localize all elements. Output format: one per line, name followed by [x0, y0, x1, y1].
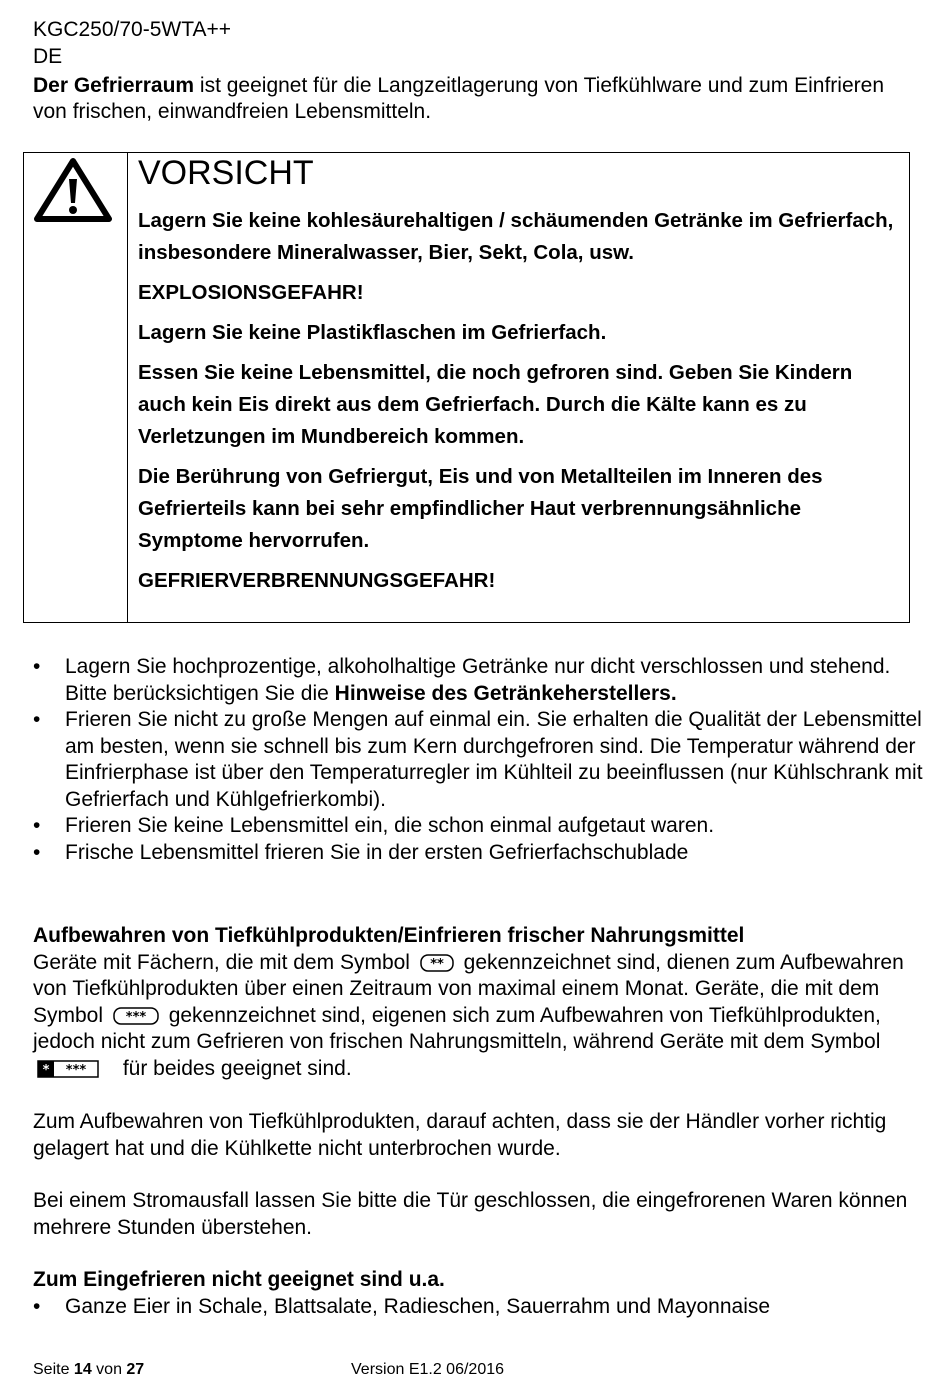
warning-paragraph: Die Berührung von Gefriergut, Eis und von Metallteilen im Inneren des Gefrierteils kann bei sehr empfindlicher Haut verbrennungsähnliche Symptome hervorrufen. [138, 465, 823, 552]
section-heading: Aufbewahren von Tiefkühlprodukten/Einfrieren frischer Nahrungsmittel [33, 924, 745, 947]
list-item-text: Ganze Eier in Schale, Blattsalate, Radieschen, Sauerrahm und Mayonnaise [65, 1294, 771, 1318]
bullet-dot: • [33, 814, 41, 837]
warning-paragraph: Lagern Sie keine kohlesäurehaltigen / schäumenden Getränke im Gefrierfach, insbesondere Mineralwasser, Bier, Sekt, Cola, usw. [138, 209, 894, 264]
warning-title: VORSICHT [138, 154, 314, 192]
list-item [33, 1294, 918, 1321]
three-star-symbol-icon [113, 1007, 159, 1025]
svg-text:***: *** [125, 1009, 147, 1025]
warning-paragraph: GEFRIERVERBRENNUNGSGEFAHR! [138, 569, 496, 592]
warning-paragraph: EXPLOSIONSGEFAHR! [138, 281, 364, 304]
storage-section [33, 923, 918, 1082]
retailer-paragraph: Zum Aufbewahren von Tiefkühlprodukten, darauf achten, dass sie der Händler vorher richtig gelagert hat und die Kühlkette nicht unterbrochen wurde. [33, 1110, 887, 1160]
section-heading: Zum Eingefrieren nicht geeignet sind u.a. [33, 1268, 445, 1291]
svg-text:*: * [42, 1062, 50, 1078]
list-item [33, 707, 923, 813]
intro-text: ist geeignet für die Langzeitlagerung von Tiefkühlware und zum Einfrieren von frischen, einwandfreien Lebensmitteln. [33, 74, 884, 123]
storage-paragraph [33, 950, 918, 1083]
bullet-dot: • [33, 840, 41, 864]
warning-icon-cell [24, 153, 128, 622]
warning-content [138, 153, 898, 597]
storage-text: Geräte mit Fächern, die mit dem Symbol [33, 950, 416, 974]
storage-text: gekennzeichnet sind, eigenen sich zum Aufbewahren von Tiefkühlprodukten, jedoch nicht zum Gefrieren von frischen Nahrungsmitteln, während Geräte mit dem Symbol [33, 1003, 881, 1053]
list-item [33, 813, 923, 840]
list-item-text: Frieren Sie nicht zu große Mengen auf einmal ein. Sie erhalten die Qualität der Lebensmittel am besten, wenn sie schnell bis zum Kern durchgefroren sind. Die Temperatur während der Einfrierphase ist über den Temperaturregler im Kühlteil zu beeinflussen (nur Kühlschrank mit Gefrierfach und Kühlgefrierkombi). [65, 708, 923, 811]
intro-bold: Der Gefrierraum [33, 74, 195, 97]
list-item [33, 654, 923, 707]
language-code: DE [33, 45, 63, 68]
bullet-dot: • [33, 708, 41, 731]
model-number: KGC250/70-5WTA++ [33, 18, 232, 41]
unsuitable-section [33, 1267, 918, 1320]
page-prefix: Seite [33, 1361, 74, 1378]
bullet-list [33, 654, 923, 866]
list-item-text: Frieren Sie keine Lebensmittel ein, die schon einmal aufgetaut waren. [65, 814, 715, 837]
page-total: 27 [126, 1361, 145, 1378]
page-number [33, 1360, 144, 1380]
four-star-symbol-icon [37, 1060, 99, 1078]
bullet-dot: • [33, 655, 41, 678]
warning-box [23, 152, 910, 623]
page-current: 14 [73, 1361, 92, 1378]
storage-text: für beides geeignet sind. [117, 1056, 352, 1080]
intro-paragraph [33, 73, 913, 125]
page-mid: von [91, 1361, 127, 1378]
version-label: Version E1.2 06/2016 [351, 1361, 505, 1378]
list-item-bold: Hinweise des Getränkeherstellers. [334, 681, 677, 705]
list-item-text: Frische Lebensmittel frieren Sie in der ersten Gefrierfachschublade [65, 840, 689, 864]
power-outage-paragraph: Bei einem Stromausfall lassen Sie bitte die Tür geschlossen, die eingefrorenen Waren können mehrere Stunden überstehen. [33, 1189, 908, 1239]
warning-triangle-icon [34, 157, 112, 223]
two-star-symbol-icon [420, 954, 454, 972]
list-item-text: Lagern Sie hochprozentige, alkoholhaltige Getränke nur dicht verschlossen und stehend. Bitte berücksichtigen Sie die [65, 655, 891, 705]
warning-paragraph: Lagern Sie keine Plastikflaschen im Gefrierfach. [138, 321, 607, 344]
svg-text:**: ** [430, 956, 444, 972]
bullet-dot: • [33, 1294, 41, 1318]
storage-text: gekennzeichnet sind, dienen zum Aufbewahren von Tiefkühlprodukten über einen Zeitraum von maximal einem Monat. Geräte, die mit dem Symbol [33, 950, 904, 1027]
list-item [33, 840, 923, 867]
warning-paragraph: Essen Sie keine Lebensmittel, die noch gefroren sind. Geben Sie Kindern auch kein Eis direkt aus dem Gefrierfach. Durch die Kälte kann es zu Verletzungen im Mundbereich kommen. [138, 361, 853, 448]
svg-text:***: *** [65, 1062, 87, 1078]
